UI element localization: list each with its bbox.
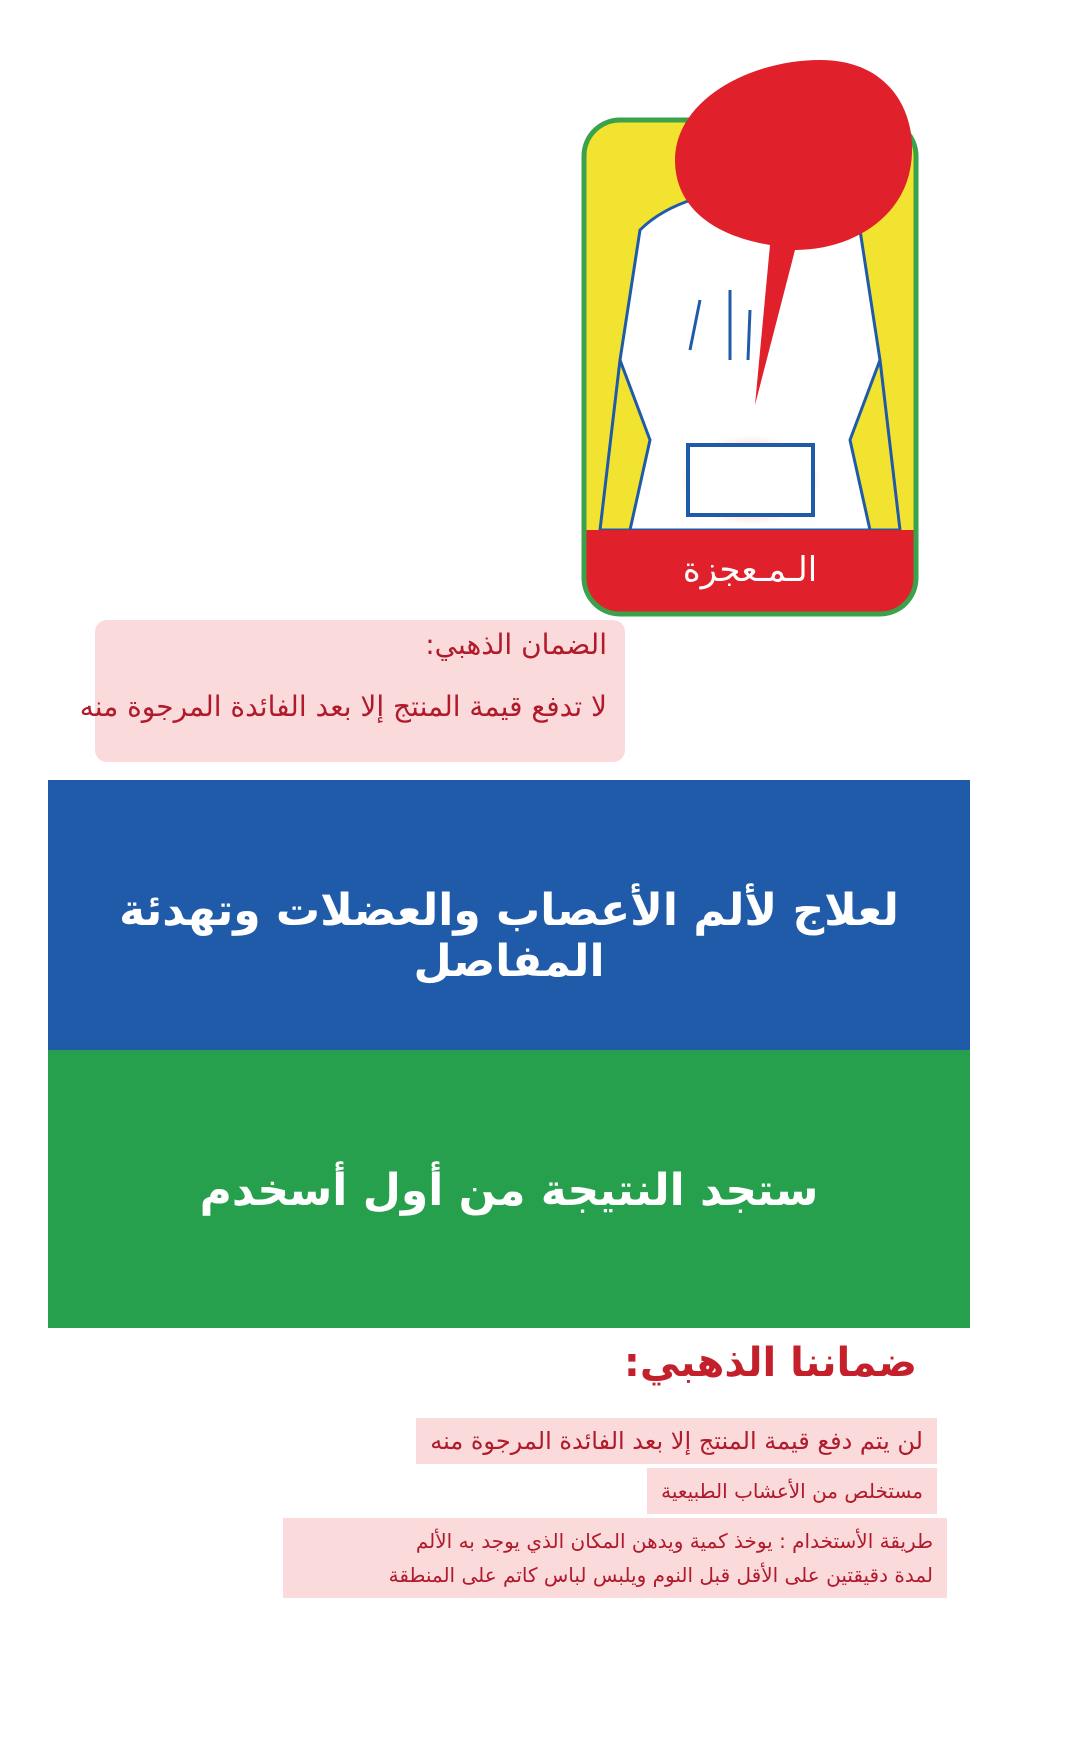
golden-guarantee-heading: ضماننا الذهبي: bbox=[623, 1340, 917, 1386]
usage-line-1: طريقة الأستخدام : يوخذ كمية ويدهن المكان الذي يوجد به الألم bbox=[415, 1529, 933, 1553]
guarantee-box bbox=[79, 620, 625, 762]
usage-instructions bbox=[283, 1518, 947, 1598]
treatment-banner-text: لعلاج لألم الأعصاب والعضلات وتهدئة المفاصل bbox=[119, 885, 899, 987]
herbal-note: مستخلص من الأعشاب الطبيعية bbox=[647, 1468, 937, 1514]
usage-line-2: لمدة دقيقتين على الأقل قبل النوم ويلبس لباس كاتم على المنطقة bbox=[388, 1563, 933, 1587]
result-banner bbox=[48, 1050, 970, 1328]
guarantee-title: الضمان الذهبي: bbox=[425, 628, 607, 661]
guarantee-text: لا تدفع قيمة المنتج إلا بعد الفائدة المرجوة منه bbox=[79, 690, 607, 723]
result-banner-text: ستجد النتيجة من أول أسخدم bbox=[199, 1165, 819, 1216]
product-logo bbox=[580, 60, 920, 620]
treatment-banner bbox=[48, 780, 970, 1050]
brand-name: الـمـعجزة bbox=[682, 550, 818, 590]
payment-note: لن يتم دفع قيمة المنتج إلا بعد الفائدة المرجوة منه bbox=[416, 1418, 937, 1464]
